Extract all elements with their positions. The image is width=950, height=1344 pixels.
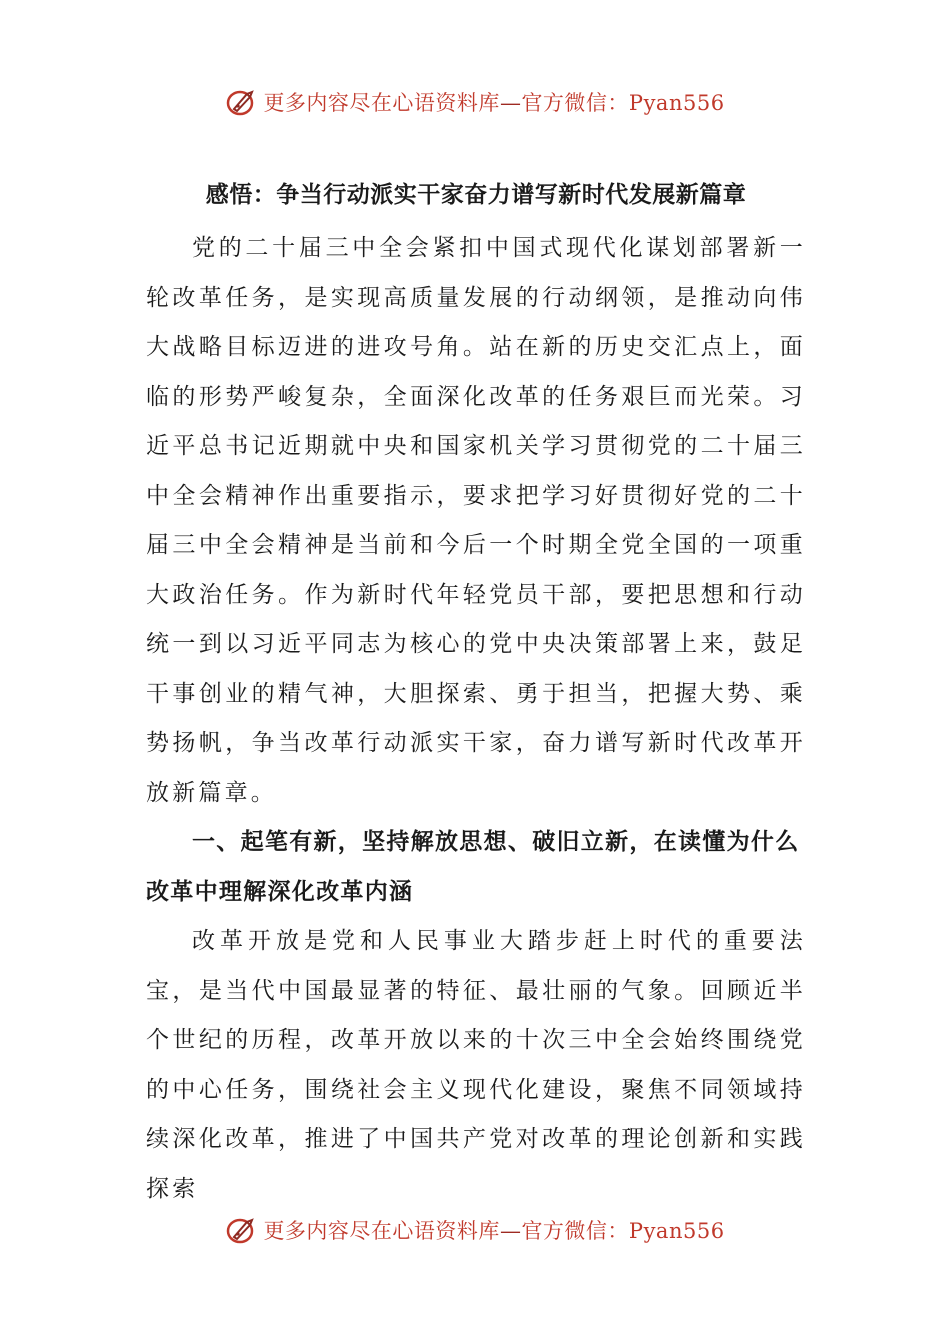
watermark-text	[263, 1215, 724, 1245]
document-body	[146, 170, 806, 1214]
pen-nib-logo-icon	[225, 85, 259, 119]
paragraph-intro: 党的二十届三中全会紧扣中国式现代化谋划部署新一轮改革任务，是实现高质量发展的行动纲领，是推动向伟大战略目标迈进的进攻号角。站在新的历史交汇点上，面临的形势严峻复杂，全面深化改革的任务艰巨而光荣。习近平总书记近期就中央和国家机关学习贯彻党的二十届三中全会精神作出重要指示，要求把学习好贯彻好党的二十届三中全会精神是当前和今后一个时期全党全国的一项重大政治任务。作为新时代年轻党员干部，要把思想和行动统一到以习近平同志为核心的党中央决策部署上来，鼓足干事创业的精气神，大胆探索、勇于担当，把握大势、乘势扬帆，争当改革行动派实干家，奋力谱写新时代改革开放新篇章。	[146, 235, 806, 806]
document-title: 感悟：争当行动派实干家奋力谱写新时代发展新篇章	[205, 182, 747, 208]
watermark-wechat: 官方微信：Pyan556	[521, 1219, 725, 1243]
watermark-main: 更多内容尽在心语资料库	[263, 91, 500, 115]
section-heading-1: 一、起笔有新，坚持解放思想、破旧立新，在读懂为什么改革中理解深化改革内涵	[146, 829, 800, 905]
pen-nib-logo-icon	[225, 1213, 259, 1247]
watermark-banner-bottom	[0, 1210, 950, 1250]
watermark-separator: —	[499, 1219, 522, 1243]
watermark-banner-top	[0, 82, 950, 122]
paragraph-section-1: 改革开放是党和人民事业大踏步赶上时代的重要法宝，是当代中国最显著的特征、最壮丽的气象。回顾近半个世纪的历程，改革开放以来的十次三中全会始终围绕党的中心任务，围绕社会主义现代化建设，聚焦不同领域持续深化改革，推进了中国共产党对改革的理论创新和实践探索	[146, 928, 806, 1202]
watermark-wechat: 官方微信：Pyan556	[521, 91, 725, 115]
watermark-separator: —	[499, 91, 522, 115]
watermark-main: 更多内容尽在心语资料库	[263, 1219, 500, 1243]
watermark-text	[263, 87, 724, 117]
